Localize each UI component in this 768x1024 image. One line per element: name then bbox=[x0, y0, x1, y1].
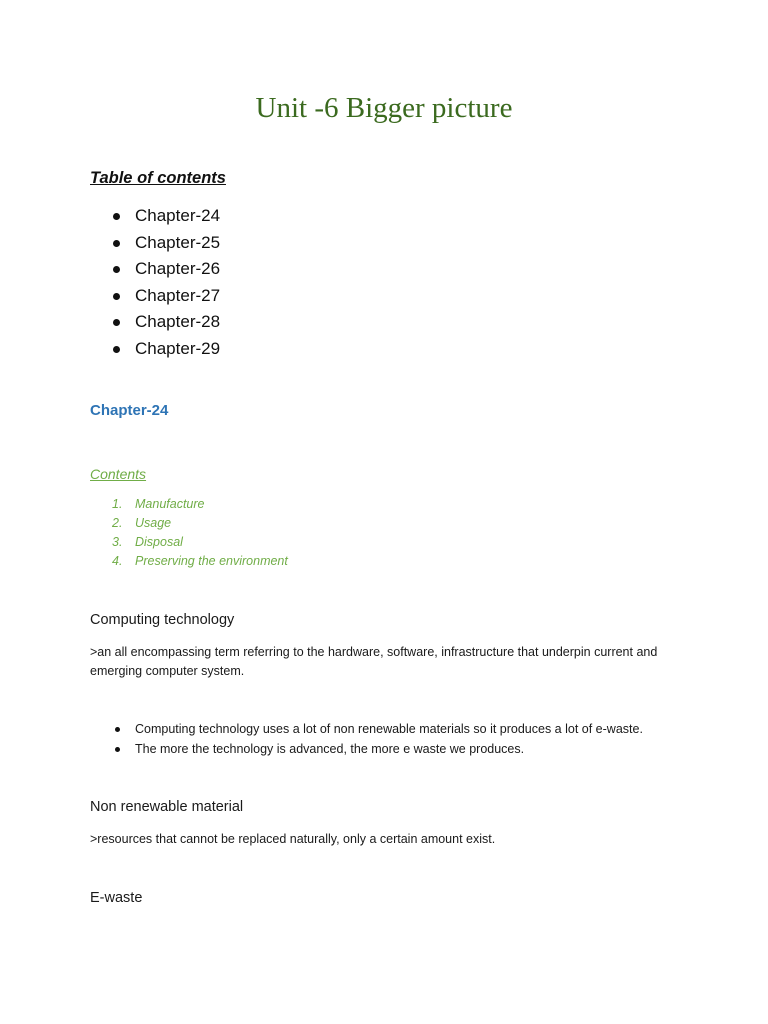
section-title-non-renewable: Non renewable material bbox=[90, 799, 244, 815]
contents-heading: Contents bbox=[90, 466, 147, 482]
toc-item-label: Chapter-24 bbox=[135, 206, 221, 225]
contents-item-label: Manufacture bbox=[135, 497, 205, 511]
toc-list bbox=[90, 203, 220, 363]
toc-item-label: Chapter-29 bbox=[135, 338, 221, 358]
contents-list bbox=[90, 495, 288, 571]
toc-item bbox=[90, 203, 220, 230]
computing-bullet-list bbox=[90, 720, 643, 759]
contents-item-label: Disposal bbox=[135, 535, 183, 549]
toc-item bbox=[90, 283, 220, 310]
contents-item bbox=[90, 495, 288, 514]
bullet-item bbox=[90, 720, 643, 740]
contents-item-number: 3. bbox=[112, 535, 123, 549]
toc-item-label: Chapter-28 bbox=[135, 312, 221, 332]
section-title-ewaste: E-waste bbox=[90, 890, 143, 906]
contents-item-label: Usage bbox=[135, 516, 172, 530]
contents-item-number: 4. bbox=[112, 554, 123, 568]
definition-computing: >an all encompassing term referring to the hardware, software, infrastructure that underpin current and emerging computer system. bbox=[90, 645, 658, 678]
contents-item-number: 2. bbox=[112, 516, 123, 530]
contents-item-number: 1. bbox=[112, 497, 123, 511]
page-title: Unit -6 Bigger picture bbox=[255, 92, 513, 124]
section-title-computing: Computing technology bbox=[90, 612, 235, 628]
toc-item bbox=[90, 230, 220, 257]
bullet-item-text: The more the technology is advanced, the more e waste we produces. bbox=[135, 741, 525, 756]
bullet-icon bbox=[113, 319, 120, 326]
toc-item bbox=[90, 336, 220, 363]
bullet-icon bbox=[113, 266, 120, 273]
bullet-icon bbox=[115, 747, 120, 752]
bullet-icon bbox=[113, 293, 120, 300]
bullet-icon bbox=[113, 240, 120, 247]
bullet-icon bbox=[115, 727, 120, 732]
bullet-icon bbox=[113, 346, 120, 353]
definition-non-renewable: >resources that cannot be replaced naturally, only a certain amount exist. bbox=[90, 832, 496, 846]
toc-item bbox=[90, 256, 220, 283]
contents-item bbox=[90, 552, 288, 571]
toc-item bbox=[90, 309, 220, 336]
bullet-icon bbox=[113, 213, 120, 220]
contents-item bbox=[90, 533, 288, 552]
contents-item bbox=[90, 514, 288, 533]
chapter-heading: Chapter-24 bbox=[90, 402, 169, 419]
toc-item-label: Chapter-25 bbox=[135, 232, 221, 252]
toc-item-label: Chapter-27 bbox=[135, 285, 221, 305]
toc-heading: Table of contents bbox=[90, 169, 226, 187]
bullet-item-text: Computing technology uses a lot of non renewable materials so it produces a lot of e-waste. bbox=[135, 722, 643, 736]
contents-item-label: Preserving the environment bbox=[135, 554, 288, 568]
toc-item-label: Chapter-26 bbox=[135, 259, 221, 279]
bullet-item bbox=[90, 740, 643, 760]
